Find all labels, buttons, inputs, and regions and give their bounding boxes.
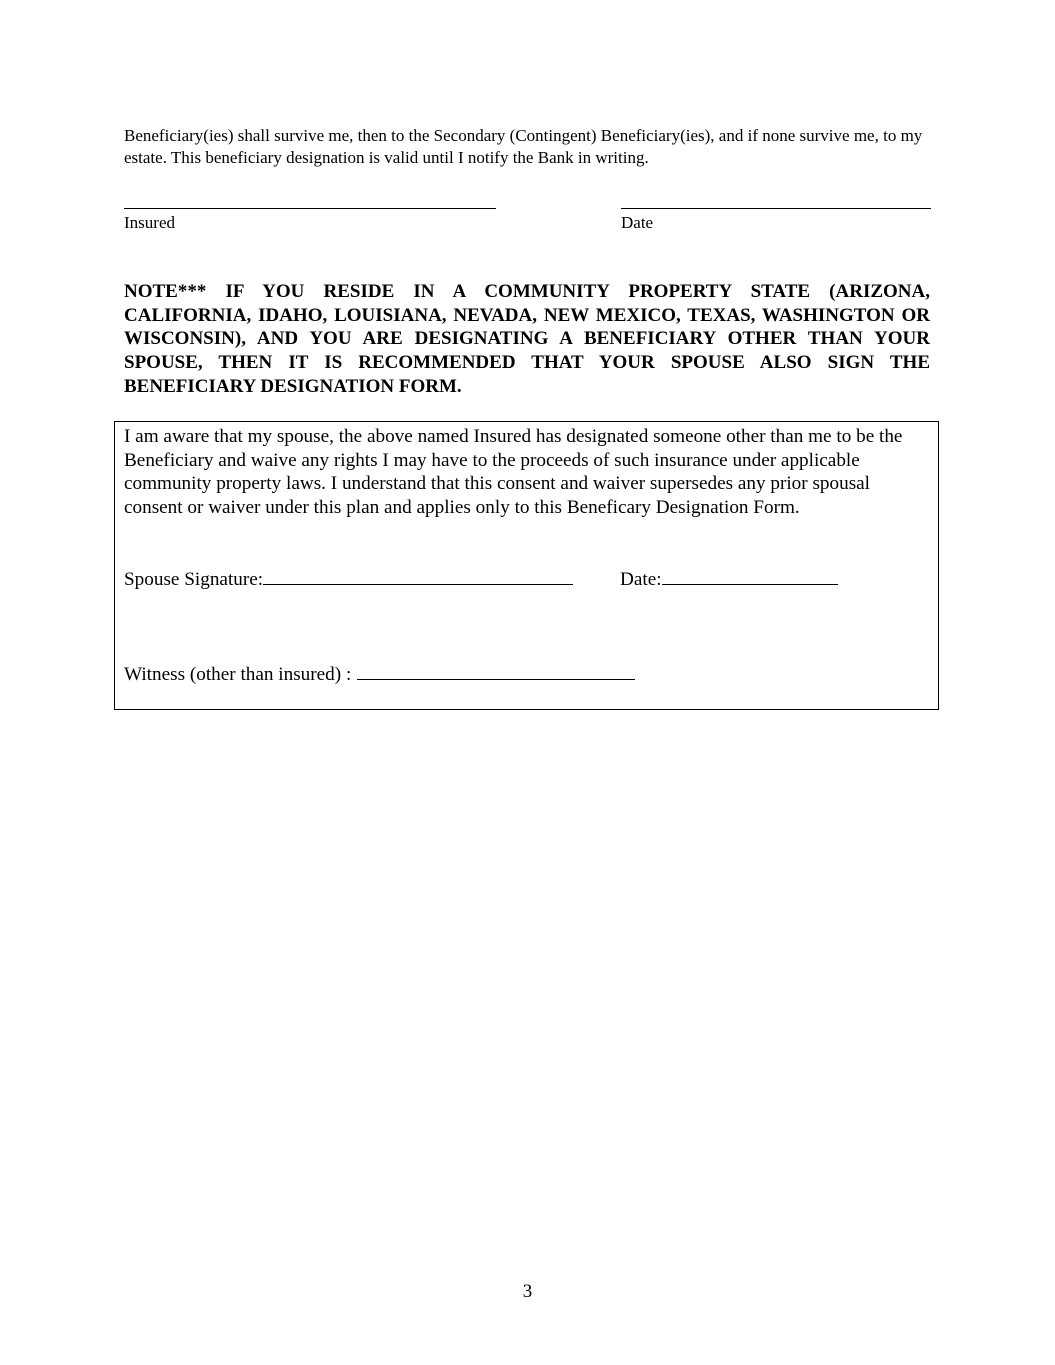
insured-date-line[interactable]	[621, 208, 931, 209]
intro-paragraph: Beneficiary(ies) shall survive me, then to the Secondary (Contingent) Beneficiary(ies), and if none survive me, to my estate. This beneficiary designation is valid until I notify the Bank in writing.	[124, 126, 923, 167]
insured-label: Insured	[124, 213, 175, 232]
date-label: Date	[621, 213, 654, 232]
witness-blank[interactable]	[357, 663, 635, 680]
spouse-date-blank[interactable]	[662, 568, 838, 585]
page-number: 3	[522, 1281, 533, 1302]
spouse-date-label: Date:	[620, 569, 662, 590]
spouse-signature-blank[interactable]	[263, 568, 573, 585]
community-property-note: NOTE*** IF YOU RESIDE IN A COMMUNITY PROPERTY STATE (ARIZONA, CALIFORNIA, IDAHO, LOUISIANA, NEVADA, NEW MEXICO, TEXAS, WASHINGTON OR WISCONSIN), AND YOU ARE DESIGNATING A BENEFICIARY OTHER THAN YOUR SPOUSE, THEN IT IS RECOMMENDED THAT YOUR SPOUSE ALSO SIGN THE BENEFICIARY DESIGNATION FORM.	[124, 281, 930, 397]
witness-field[interactable]	[124, 663, 635, 687]
insured-signature-line[interactable]	[124, 208, 496, 209]
spouse-signature-field[interactable]	[124, 568, 573, 592]
spouse-date-field[interactable]	[620, 568, 838, 592]
spouse-signature-label: Spouse Signature:	[124, 569, 264, 590]
spousal-consent-box	[114, 421, 939, 710]
witness-label: Witness (other than insured) :	[124, 664, 352, 685]
spousal-consent-text: I am aware that my spouse, the above named Insured has designated someone other than me to be the Beneficiary and waive any rights I may have to the proceeds of such insurance under applicable community property laws. I understand that this consent and waiver supersedes any prior spousal consent or waiver under this plan and applies only to this Beneficary Designation Form.	[124, 426, 903, 519]
